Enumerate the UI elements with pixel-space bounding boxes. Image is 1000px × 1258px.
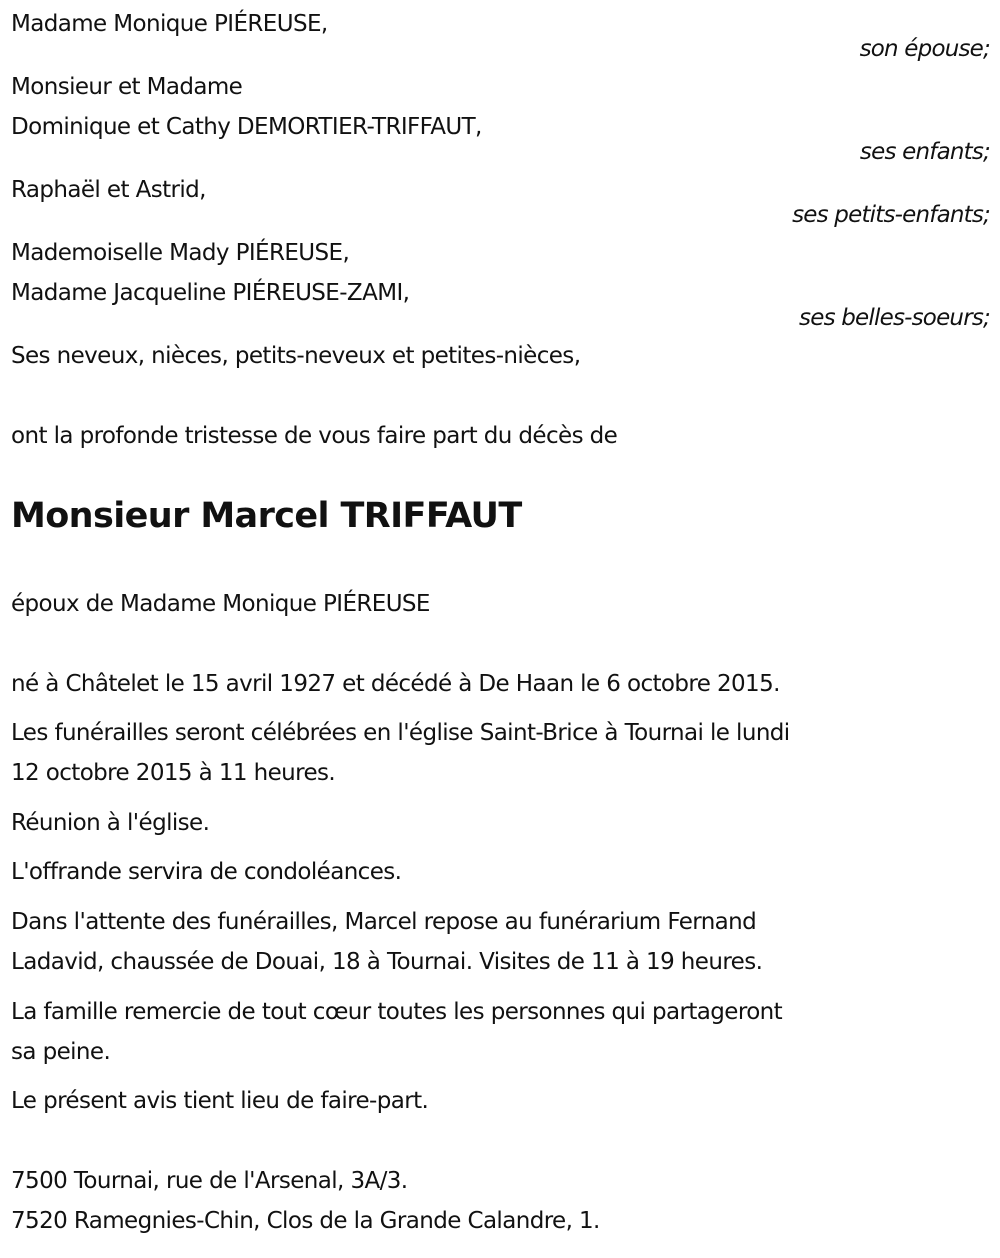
relation-label-children: ses enfants; (859, 139, 990, 165)
address-line-1: 7500 Tournai, rue de l'Arsenal, 3A/3. (11, 1168, 408, 1194)
meeting-line: Réunion à l'église. (11, 810, 210, 836)
relation-label-sisters-in-law: ses belles-soeurs; (799, 305, 990, 331)
family-member-sister-in-law-2: Madame Jacqueline PIÉREUSE-ZAMI, (11, 280, 410, 306)
viewing-line-2: Ladavid, chaussée de Douai, 18 à Tournai. Visites de 11 à 19 heures. (11, 949, 763, 975)
announcement-text: ont la profonde tristesse de vous faire part du décès de (11, 423, 618, 449)
birth-death-line: né à Châtelet le 15 avril 1927 et décédé à De Haan le 6 octobre 2015. (11, 671, 780, 697)
funeral-line-1: Les funérailles seront célébrées en l'église Saint-Brice à Tournai le lundi (11, 720, 790, 746)
address-line-2: 7520 Ramegnies-Chin, Clos de la Grande Calandre, 1. (11, 1208, 600, 1234)
notice-line: Le présent avis tient lieu de faire-part. (11, 1088, 429, 1114)
family-member-spouse: Madame Monique PIÉREUSE, (11, 11, 328, 37)
relation-label-spouse: son épouse; (859, 36, 990, 62)
deceased-name: Monsieur Marcel TRIFFAUT (11, 496, 522, 536)
offering-line: L'offrande servira de condoléances. (11, 859, 402, 885)
thanks-line-2: sa peine. (11, 1039, 111, 1065)
family-member-children-line2: Dominique et Cathy DEMORTIER-TRIFFAUT, (11, 114, 482, 140)
family-member-sister-in-law-1: Mademoiselle Mady PIÉREUSE, (11, 240, 350, 266)
family-member-children-line1: Monsieur et Madame (11, 74, 243, 100)
relation-label-grandchildren: ses petits-enfants; (792, 202, 990, 228)
spouse-line: époux de Madame Monique PIÉREUSE (11, 591, 430, 617)
family-member-nephews-nieces: Ses neveux, nièces, petits-neveux et petites-nièces, (11, 343, 581, 369)
thanks-line-1: La famille remercie de tout cœur toutes les personnes qui partageront (11, 999, 783, 1025)
funeral-line-2: 12 octobre 2015 à 11 heures. (11, 760, 336, 786)
viewing-line-1: Dans l'attente des funérailles, Marcel repose au funérarium Fernand (11, 909, 757, 935)
family-member-grandchildren: Raphaël et Astrid, (11, 177, 206, 203)
